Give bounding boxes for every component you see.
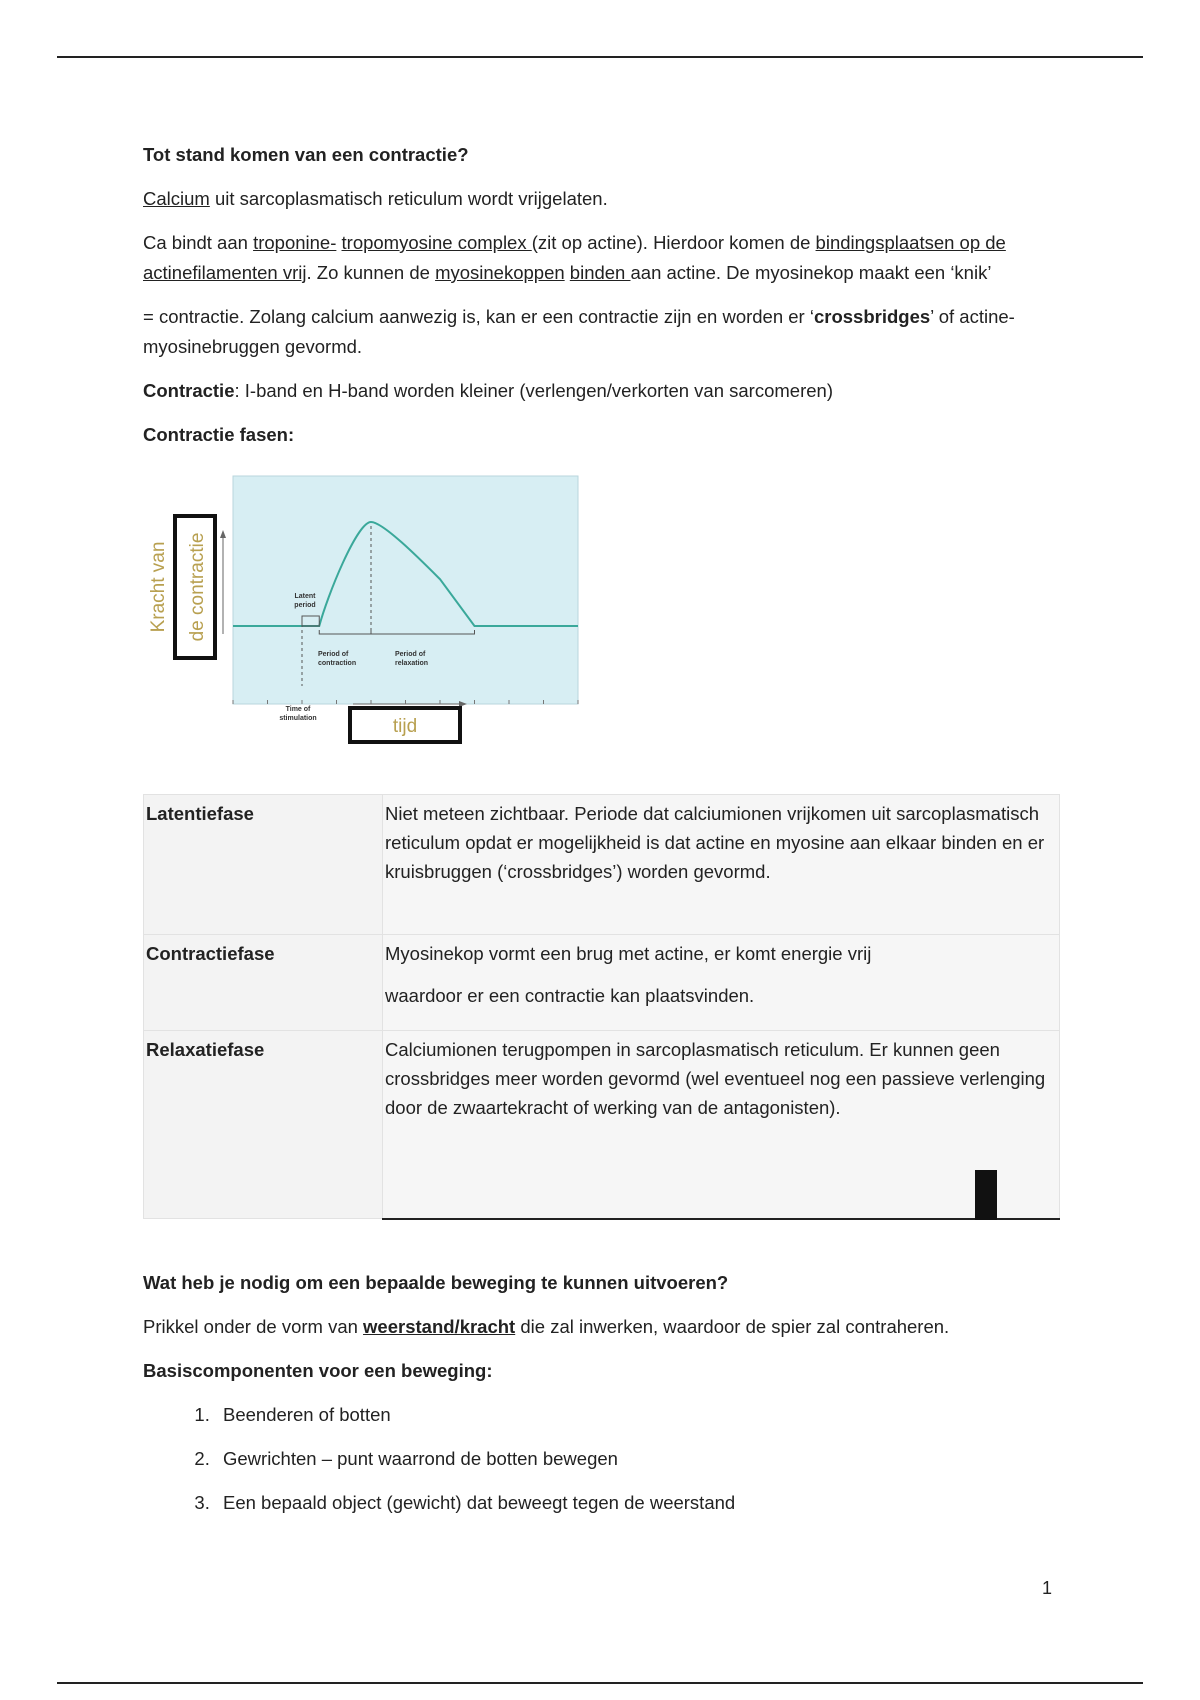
text-run: ’ of actine- myosinebruggen gevormd. [143,306,1015,357]
twitch-chart-svg [143,464,583,764]
heading-contraction: Tot stand komen van een contractie? [143,144,469,165]
text-run: aan actine. De myosinekop maakt een ‘knik’ [630,262,992,283]
components-list [143,1400,1063,1518]
paragraph-stimulus [143,1312,1063,1342]
header-rule [57,56,1143,58]
document-body [143,140,1063,1532]
text-run: Ca bindt aan [143,232,254,253]
text-run: . Zo kunnen de [306,262,436,283]
movement-section [143,1268,1063,1518]
underlined-term: Calcium [143,188,210,209]
heading-components: Basiscomponenten voor een beweging: [143,1359,493,1381]
phase-name: Relaxatiefase [144,1031,383,1219]
stimulation-label-line1: Time of [285,706,311,713]
ylabel-line1: Kracht van [148,541,169,633]
text-run: (zit op actine). Hierdoor komen de [531,232,816,253]
paragraph-crossbridges [143,302,1063,362]
heading-movement: Wat heb je nodig om een bepaalde beweging te kunnen uitvoeren? [143,1271,729,1293]
phase-description [383,1031,1060,1219]
heading-phases: Contractie fasen: [143,424,295,445]
text-run: : I-band en H-band worden kleiner (verlengen/verkorten van sarcomeren) [234,380,833,401]
text-run: Prikkel onder de vorm van [143,1315,364,1337]
page-number: 1 [1041,1578,1052,1598]
bold-term: Contractie [143,380,235,401]
contraction-label-line1: Period of [318,651,349,658]
underlined-term: weerstand/kracht [363,1315,516,1337]
table-row [144,1031,1060,1219]
latent-label-line1: Latent [294,593,316,600]
underlined-term: binden [569,262,631,283]
phase-description-line2: waardoor er een contractie kan plaatsvinden. [385,985,755,1006]
underlined-term: troponine- [253,232,337,253]
text-run: = contractie. Zolang calcium aanwezig is, kan er een contractie zijn en worden er ‘ [143,306,814,327]
phase-description: Niet meteen zichtbaar. Periode dat calciumionen vrijkomen uit sarcoplasmatisch reticulum opdat er mogelijkheid is dat actine en myosine aan elkaar binden en er kruisbruggen (‘crossbridges’) worden gevormd. [383,795,1060,935]
underlined-term: bindingsplaatsen op de actinefilamenten vrij [143,232,1006,283]
relaxation-label-line2: relaxation [395,660,429,667]
stimulation-label-line2: stimulation [279,715,317,722]
phase-name: Latentiefase [144,795,383,935]
table-row [144,795,1060,935]
contraction-label-line2: contraction [318,660,357,667]
y-axis-arrowhead [220,530,226,538]
underlined-term: myosinekoppen [435,262,565,283]
paragraph-contraction-bands [143,376,1063,406]
text-run: uit sarcoplasmatisch reticulum wordt vrijgelaten. [209,188,608,209]
underlined-term: tropomyosine complex [341,232,532,253]
twitch-chart [143,464,583,764]
chart-background [233,476,578,704]
latent-label-line2: period [294,602,316,609]
relaxation-label-line1: Period of [395,651,426,658]
phase-description [383,935,1060,1031]
xlabel: tijd [392,716,418,737]
text-cursor-block [975,1170,997,1220]
paragraph-binding [143,228,1063,288]
table-row [144,935,1060,1031]
phase-description-text: Calciumionen terugpompen in sarcoplasmatisch reticulum. Er kunnen geen crossbridges meer worden gevormd (wel eventueel nog een passieve verlenging door de zwaartekracht of werking van de antagonisten). [385,1039,1046,1118]
list-item: 2. Gewrichten – punt waarrond de botten bewegen [215,1444,1063,1474]
phase-description-line1: Myosinekop vormt een brug met actine, er komt energie vrij [385,943,872,964]
paragraph-calcium [143,184,1063,214]
phases-table [143,794,1060,1220]
ylabel-line2: de contractie [187,532,208,642]
list-item: 3. Een bepaald object (gewicht) dat beweegt tegen de weerstand [215,1488,1063,1518]
footer-rule [57,1682,1143,1684]
list-item: 1. Beenderen of botten [215,1400,1063,1430]
bold-term: crossbridges [813,306,931,327]
phase-name: Contractiefase [144,935,383,1031]
text-run: die zal inwerken, waardoor de spier zal contraheren. [515,1315,950,1337]
